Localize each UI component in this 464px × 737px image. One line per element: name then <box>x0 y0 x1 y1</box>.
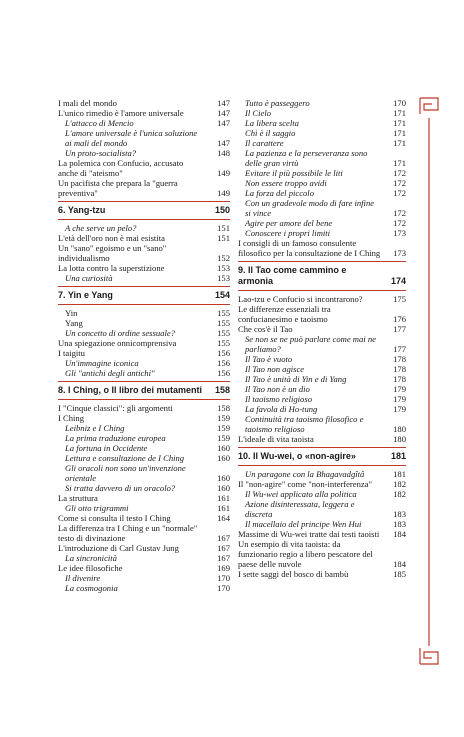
toc-entry <box>58 308 230 318</box>
toc-page-number: 147 <box>217 118 230 128</box>
toc-page-number: 179 <box>393 394 406 404</box>
toc-entry-title: Un proto-socialista? <box>65 148 137 158</box>
toc-entry <box>58 553 230 563</box>
toc-entry <box>58 358 230 368</box>
toc-page-number: 155 <box>217 338 230 348</box>
toc-chapter-heading <box>58 205 230 216</box>
greek-key-border <box>418 96 440 666</box>
toc-entry-title: La polemica con Confucio, accusato anche di "ateismo" <box>58 158 184 178</box>
toc-entry-title: Il "non-agire" come "non-interferenza" <box>238 479 373 489</box>
toc-entry <box>238 238 406 258</box>
toc-entry-title: Si tratta davvero di un oracolo? <box>65 483 176 493</box>
toc-entry-title: La libera scelta <box>245 118 299 128</box>
toc-entry-title: La prima traduzione europea <box>65 433 166 443</box>
toc-entry-title: Un pacifista che prepara la "guerra preventiva" <box>58 178 178 198</box>
toc-entry-title: A che serve un pelo? <box>65 223 137 233</box>
toc-page-number: 170 <box>217 573 230 583</box>
toc-page-number: 170 <box>393 98 406 108</box>
toc-entry-title: 9. Il Tao come cammino e armonia <box>238 265 347 286</box>
toc-page-number: 160 <box>217 453 230 463</box>
toc-page-number: 159 <box>217 413 230 423</box>
section-rule <box>58 304 230 305</box>
toc-entry-title: Agire per amore del bene <box>245 218 333 228</box>
toc-page-number: 156 <box>217 348 230 358</box>
toc-entry <box>238 168 406 178</box>
toc-entry <box>58 178 230 198</box>
toc-page-number: 167 <box>217 533 230 543</box>
toc-entry <box>58 118 230 128</box>
toc-entry-title: Il Tao non è un dio <box>245 384 310 394</box>
toc-entry <box>238 198 406 218</box>
toc-page-number: 149 <box>217 168 230 178</box>
section-rule <box>58 286 230 287</box>
toc-page-number: 151 <box>217 223 230 233</box>
toc-entry-title: I mali del mondo <box>58 98 117 108</box>
toc-page-number: 149 <box>217 188 230 198</box>
toc-entry-title: Il taoismo religioso <box>245 394 312 404</box>
toc-entry <box>58 523 230 543</box>
toc-entry-title: La differenza tra I Ching e un "normale" testo di divinazione <box>58 523 198 543</box>
toc-entry-title: Yin <box>65 308 78 318</box>
toc-entry-title: Che cos'è il Tao <box>238 324 293 334</box>
toc-page-number: 182 <box>393 489 406 499</box>
toc-entry-title: Con un gradevole modo di fare infine si vince <box>245 198 375 218</box>
toc-chapter-heading <box>238 451 406 462</box>
toc-entry-title: L'unico rimedio è l'amore universale <box>58 108 184 118</box>
toc-page-number: 152 <box>217 253 230 263</box>
toc-page-number: 160 <box>217 443 230 453</box>
toc-entry-title: La favola di Ho-tung <box>245 404 318 414</box>
toc-entry <box>58 318 230 328</box>
toc-entry <box>58 453 230 463</box>
toc-entry-title: 10. Il Wu-wei, o «non-agire» <box>238 451 356 461</box>
toc-entry-title: Le differenze essenziali tra confucianesimo e taoismo <box>238 304 331 324</box>
toc-entry-title: Il divenire <box>65 573 101 583</box>
toc-page-number: 183 <box>393 519 406 529</box>
toc-page-number: 155 <box>217 328 230 338</box>
toc-entry <box>58 98 230 108</box>
toc-entry-title: Un concetto di ordine sessuale? <box>65 328 175 338</box>
toc-entry <box>58 148 230 158</box>
section-rule <box>238 447 406 448</box>
toc-entry-title: L'introduzione di Carl Gustav Jung <box>58 543 179 553</box>
toc-entry <box>58 128 230 148</box>
toc-page-number: 160 <box>217 483 230 493</box>
toc-entry <box>238 98 406 108</box>
toc-page-number: 155 <box>217 308 230 318</box>
toc-entry <box>238 489 406 499</box>
toc-entry-title: L'età dell'oro non è mai esistita <box>58 233 165 243</box>
toc-entry <box>238 394 406 404</box>
toc-entry-title: La sincronicità <box>65 553 117 563</box>
toc-entry-title: 8. I Ching, o Il libro dei mutamenti <box>58 385 203 395</box>
toc-page-number: 154 <box>214 290 230 300</box>
toc-page-number: 178 <box>393 374 406 384</box>
toc-page-number: 179 <box>393 404 406 414</box>
toc-page-number: 171 <box>393 128 406 138</box>
toc-page-number: 150 <box>214 205 230 215</box>
toc-page-number: 147 <box>217 108 230 118</box>
toc-page-number: 172 <box>393 218 406 228</box>
toc-page-number: 183 <box>393 509 406 519</box>
toc-entry <box>58 273 230 283</box>
toc-entry-title: Il Tao è vuoto <box>245 354 293 364</box>
toc-entry-title: L'amore universale è l'unica soluzione ai mali del mondo <box>65 128 198 148</box>
toc-page-number: 184 <box>393 529 406 539</box>
toc-entry <box>238 499 406 519</box>
toc-entry <box>238 324 406 334</box>
toc-entry <box>238 479 406 489</box>
toc-page-number: 184 <box>393 559 406 569</box>
toc-entry <box>58 493 230 503</box>
toc-page-number: 161 <box>217 493 230 503</box>
toc-entry <box>238 148 406 168</box>
toc-entry-title: Massime di Wu-wei tratte dai testi taoisti <box>238 529 380 539</box>
toc-page-number: 174 <box>390 276 406 286</box>
toc-page-number: 147 <box>217 138 230 148</box>
toc-page-number: 158 <box>217 403 230 413</box>
toc-entry <box>58 413 230 423</box>
toc-page-number: 156 <box>217 358 230 368</box>
toc-entry <box>238 188 406 198</box>
toc-chapter-heading <box>58 385 230 396</box>
toc-entry-title: 6. Yang-tzu <box>58 205 106 215</box>
toc-page-number: 164 <box>217 513 230 523</box>
toc-entry-title: Non essere troppo avidi <box>245 178 327 188</box>
toc-entry <box>238 384 406 394</box>
section-rule <box>238 465 406 466</box>
toc-entry <box>238 138 406 148</box>
toc-page-number: 181 <box>390 451 406 461</box>
toc-entry-title: L'ideale di vita taoista <box>238 434 314 444</box>
toc-entry <box>58 503 230 513</box>
toc-page-number: 171 <box>393 158 406 168</box>
toc-entry-title: Come si consulta il testo I Ching <box>58 513 171 523</box>
toc-page-number: 160 <box>217 473 230 483</box>
toc-entry <box>238 469 406 479</box>
toc-page-number: 178 <box>393 364 406 374</box>
toc-right-column <box>238 98 406 579</box>
toc-entry-title: Tutto è passeggero <box>245 98 310 108</box>
toc-page-number: 176 <box>393 314 406 324</box>
toc-page-number: 167 <box>217 543 230 553</box>
toc-entry-title: Una spiegazione onnicomprensiva <box>58 338 177 348</box>
toc-entry <box>238 128 406 138</box>
toc-entry-title: La forza del piccolo <box>245 188 314 198</box>
toc-page-number: 171 <box>393 138 406 148</box>
toc-entry <box>238 414 406 434</box>
toc-entry-title: L'attacco di Mencio <box>65 118 134 128</box>
toc-entry <box>238 404 406 414</box>
toc-entry <box>58 338 230 348</box>
toc-entry <box>238 529 406 539</box>
toc-entry-title: Il Tao non agisce <box>245 364 305 374</box>
toc-page-number: 172 <box>393 168 406 178</box>
toc-entry <box>238 118 406 128</box>
toc-page-number: 182 <box>393 479 406 489</box>
toc-entry <box>238 108 406 118</box>
toc-entry-title: La pazienza e la perseveranza sono delle gran virtù <box>245 148 368 168</box>
toc-entry-title: Un'immagine iconica <box>65 358 139 368</box>
toc-entry-title: La fortuna in Occidente <box>65 443 148 453</box>
toc-entry <box>58 563 230 573</box>
toc-entry <box>58 483 230 493</box>
toc-entry <box>58 443 230 453</box>
toc-page-number: 155 <box>217 318 230 328</box>
toc-entry-title: Leibniz e I Ching <box>65 423 125 433</box>
toc-page-number: 153 <box>217 263 230 273</box>
toc-page-number: 177 <box>393 344 406 354</box>
toc-entry-title: La cosmogonia <box>65 583 118 593</box>
toc-entry <box>58 223 230 233</box>
toc-entry <box>58 108 230 118</box>
toc-entry-title: Yang <box>65 318 83 328</box>
toc-chapter-heading <box>238 265 406 287</box>
toc-page-number: 180 <box>393 424 406 434</box>
toc-entry-title: Gli "antichi degli antichi" <box>65 368 155 378</box>
toc-page-number: 179 <box>393 384 406 394</box>
toc-entry <box>58 513 230 523</box>
toc-entry <box>58 423 230 433</box>
toc-page-number: 175 <box>393 294 406 304</box>
section-rule <box>238 290 406 291</box>
toc-entry-title: Una curiosità <box>65 273 113 283</box>
toc-entry <box>58 158 230 178</box>
toc-entry-title: Lao-tzu e Confucio si incontrarono? <box>238 294 363 304</box>
section-rule <box>58 201 230 202</box>
toc-entry <box>58 233 230 243</box>
toc-entry-title: I sette saggi del bosco di bambù <box>238 569 349 579</box>
toc-entry <box>58 328 230 338</box>
toc-entry-title: I Ching <box>58 413 85 423</box>
toc-page-number: 171 <box>393 108 406 118</box>
toc-entry-title: I taigitu <box>58 348 85 358</box>
section-rule <box>58 381 230 382</box>
toc-entry <box>58 583 230 593</box>
toc-page-number: 167 <box>217 553 230 563</box>
toc-entry-title: Il Cielo <box>245 108 272 118</box>
toc-page-number: 153 <box>217 273 230 283</box>
toc-page-number: 177 <box>393 324 406 334</box>
toc-entry <box>58 368 230 378</box>
toc-entry-title: I "Cinque classici": gli argomenti <box>58 403 173 413</box>
toc-entry-title: 7. Yin e Yang <box>58 290 113 300</box>
toc-entry-title: Se non se ne può parlare come mai ne parliamo? <box>245 334 376 354</box>
toc-page-number: 172 <box>393 178 406 188</box>
toc-entry <box>58 463 230 483</box>
toc-entry <box>238 178 406 188</box>
toc-entry <box>58 573 230 583</box>
section-rule <box>58 219 230 220</box>
toc-entry-title: Lettura e consultazione de I Ching <box>65 453 185 463</box>
toc-entry <box>238 519 406 529</box>
toc-entry-title: Le idee filosofiche <box>58 563 123 573</box>
toc-page-number: 158 <box>214 385 230 395</box>
toc-page-number: 172 <box>393 208 406 218</box>
toc-page-number: 161 <box>217 503 230 513</box>
toc-page-number: 180 <box>393 434 406 444</box>
toc-entry-title: Conoscere i propri limiti <box>245 228 331 238</box>
toc-entry <box>58 348 230 358</box>
toc-entry-title: Il carattere <box>245 138 284 148</box>
toc-page-number: 148 <box>217 148 230 158</box>
toc-entry <box>238 294 406 304</box>
toc-entry-title: Azione disinteressata, leggera e discreta <box>245 499 355 519</box>
toc-page-number: 147 <box>217 98 230 108</box>
toc-entry-title: Il macellaio del principe Wen Hui <box>245 519 362 529</box>
toc-entry <box>58 263 230 273</box>
toc-entry-title: Il Wu-wei applicato alla politica <box>245 489 357 499</box>
toc-entry <box>238 354 406 364</box>
toc-entry-title: Un esempio di vita taoista: da funzionario regio a libero pescatore del paese delle nuvole <box>238 539 373 569</box>
toc-entry-title: Il Tao è unità di Yin e di Yang <box>245 374 347 384</box>
toc-entry <box>238 374 406 384</box>
toc-entry-title: Continuità tra taoismo filosofico e taoismo religioso <box>245 414 364 434</box>
section-rule <box>238 261 406 262</box>
section-rule <box>58 399 230 400</box>
toc-chapter-heading <box>58 290 230 301</box>
toc-entry-title: La struttura <box>58 493 98 503</box>
toc-page-number: 173 <box>393 228 406 238</box>
toc-entry <box>238 569 406 579</box>
toc-entry <box>58 243 230 263</box>
toc-entry <box>58 433 230 443</box>
toc-entry-title: Un "sano" egoismo e un "sano" individualismo <box>58 243 167 263</box>
toc-entry-title: Gli oracoli non sono un'invenzione orientale <box>65 463 186 483</box>
toc-page-number: 185 <box>393 569 406 579</box>
toc-entry-title: Evitare il più possibile le liti <box>245 168 343 178</box>
toc-entry-title: Gli otto trigrammi <box>65 503 129 513</box>
toc-page-number: 156 <box>217 368 230 378</box>
toc-page-number: 159 <box>217 423 230 433</box>
toc-entry <box>238 434 406 444</box>
toc-page-number: 171 <box>393 118 406 128</box>
toc-entry <box>58 403 230 413</box>
toc-entry <box>238 218 406 228</box>
toc-left-column <box>58 98 230 593</box>
toc-page-number: 172 <box>393 188 406 198</box>
toc-entry <box>238 334 406 354</box>
toc-entry <box>58 543 230 553</box>
toc-entry-title: Un paragone con la Bhagavadgîtâ <box>245 469 365 479</box>
toc-entry <box>238 228 406 238</box>
toc-page-number: 159 <box>217 433 230 443</box>
toc-page-number: 169 <box>217 563 230 573</box>
toc-page-number: 151 <box>217 233 230 243</box>
toc-page-number: 181 <box>393 469 406 479</box>
toc-entry <box>238 539 406 569</box>
toc-entry-title: I consigli di un famoso consulente filosofico per la consultazione de I Ching <box>238 238 381 258</box>
toc-page-number: 173 <box>393 248 406 258</box>
toc-entry-title: La lotta contro la superstizione <box>58 263 165 273</box>
toc-entry-title: Chi è il saggio <box>245 128 296 138</box>
toc-page-number: 170 <box>217 583 230 593</box>
toc-page-number: 178 <box>393 354 406 364</box>
toc-entry <box>238 364 406 374</box>
toc-entry <box>238 304 406 324</box>
